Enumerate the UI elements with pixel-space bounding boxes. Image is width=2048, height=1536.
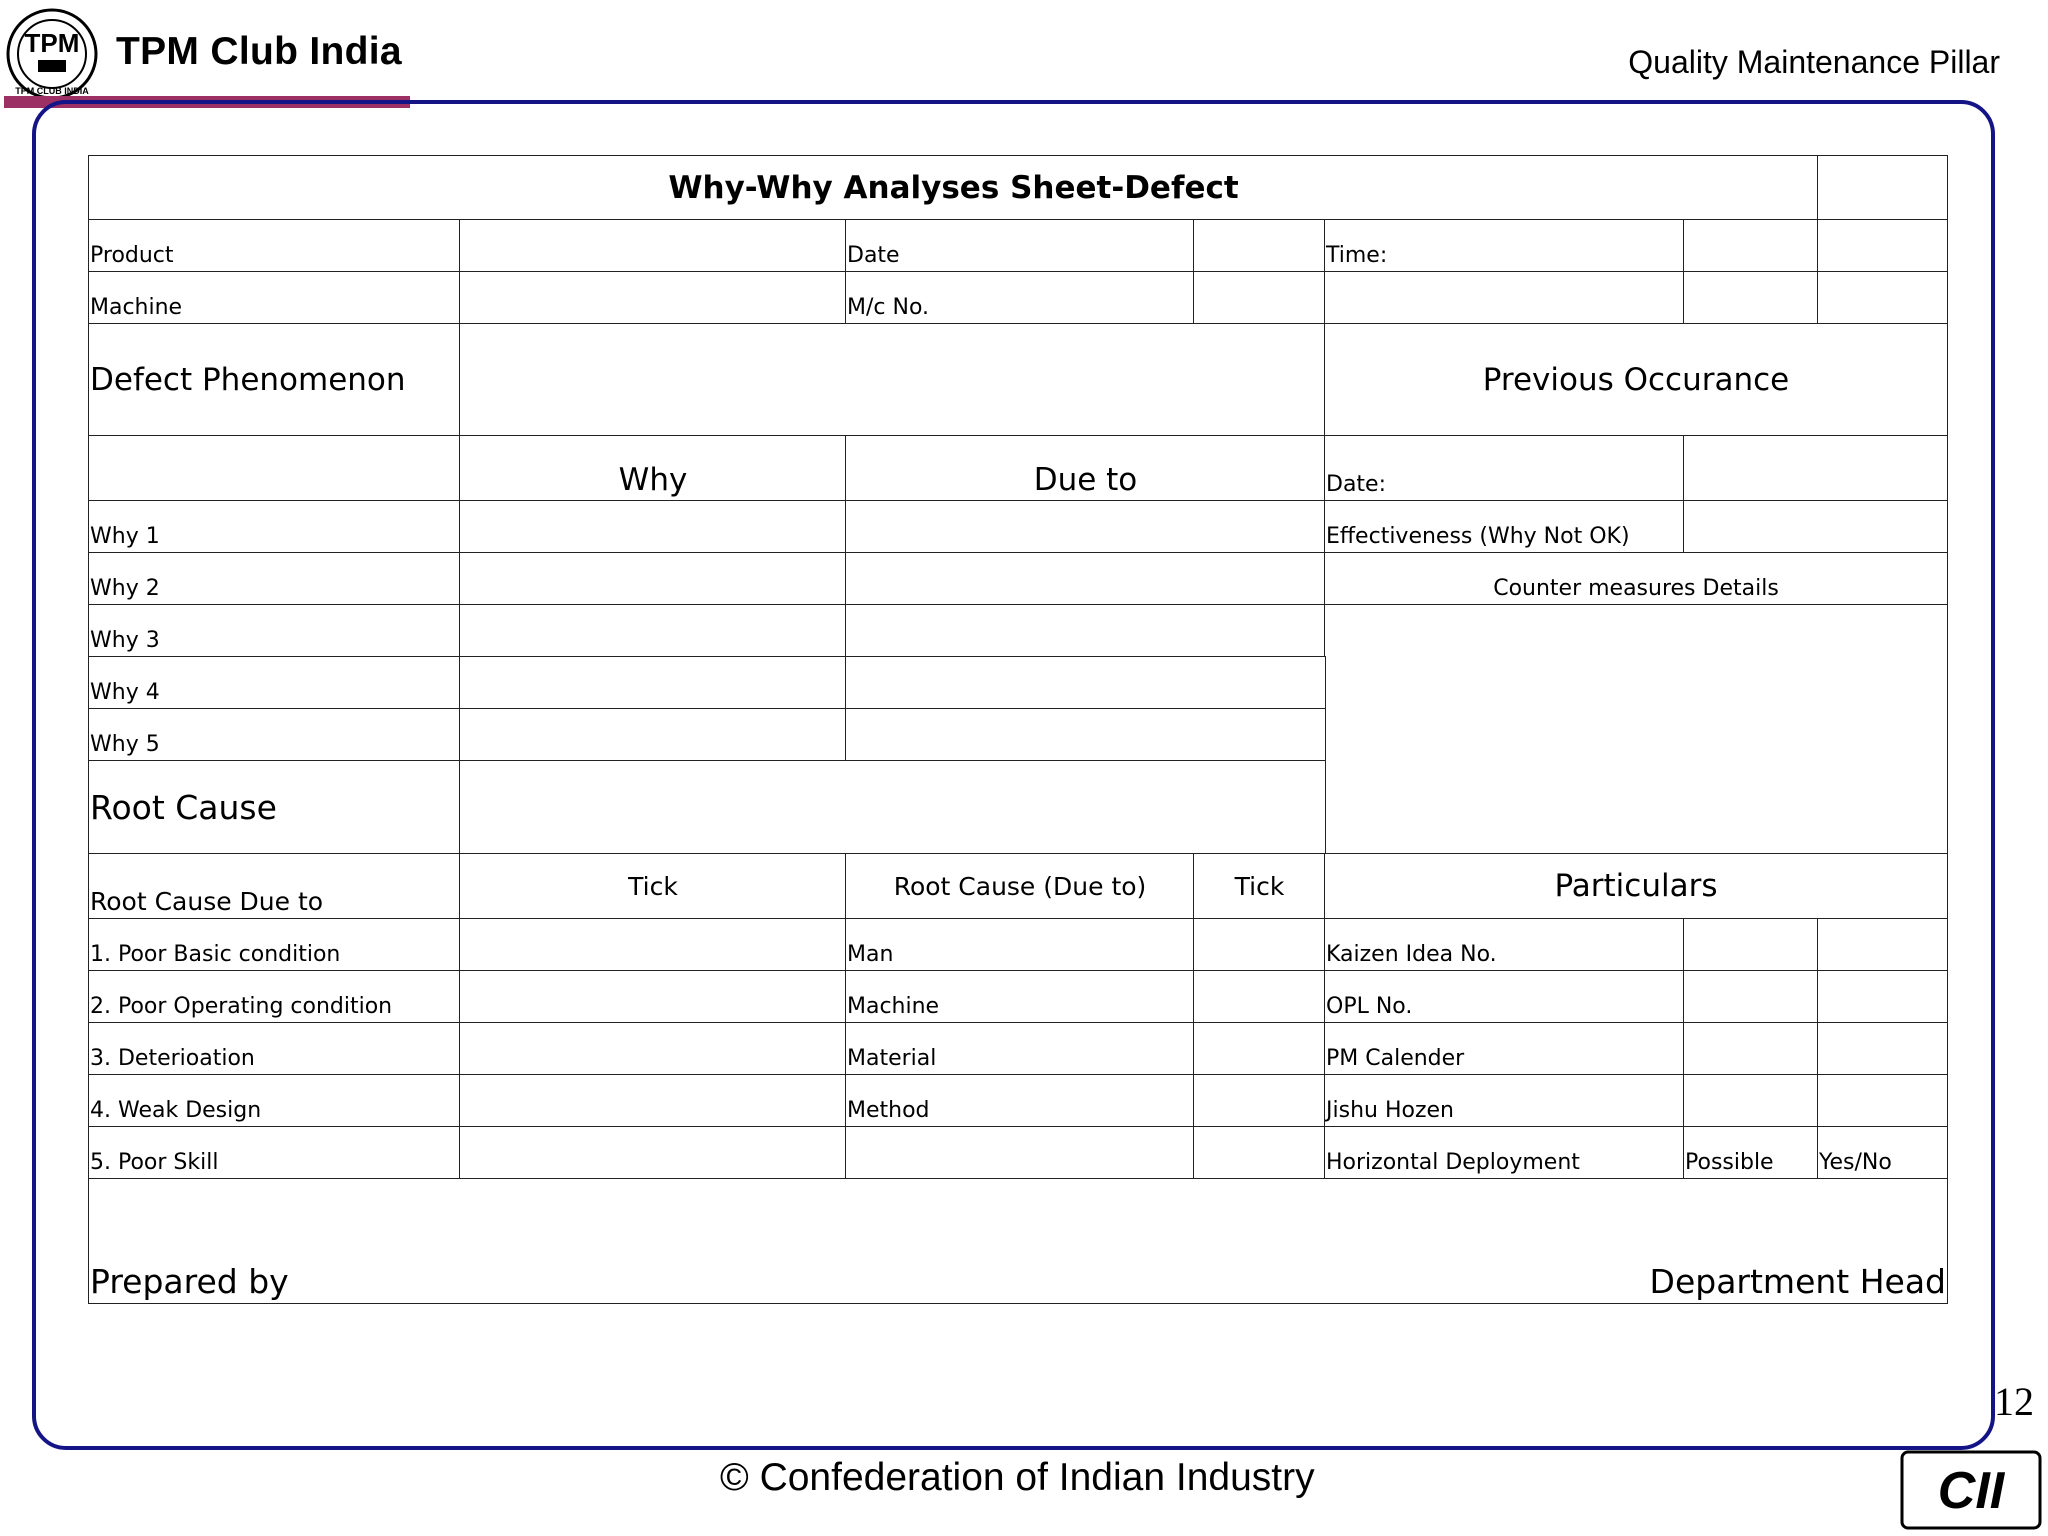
svg-text:TPM: TPM	[24, 28, 80, 58]
mc-no-field[interactable]	[1193, 271, 1326, 325]
cause-1-label: 1. Poor Basic condition	[88, 918, 461, 972]
cause-1-tick[interactable]	[459, 918, 847, 972]
factor-man-tick[interactable]	[1193, 918, 1326, 972]
cause-3-tick[interactable]	[459, 1022, 847, 1076]
root-cause-field[interactable]	[459, 760, 1326, 855]
pm-calender-field[interactable]	[1683, 1022, 1819, 1076]
why-1-field[interactable]	[459, 500, 847, 554]
tick-header-2: Tick	[1193, 853, 1326, 920]
time-label: Time:	[1324, 219, 1685, 273]
machine-extra-1[interactable]	[1324, 271, 1685, 325]
why-5-due-to-field[interactable]	[845, 708, 1326, 762]
particulars-header: Particulars	[1324, 853, 1948, 920]
why-2-field[interactable]	[459, 552, 847, 606]
time-field-extra[interactable]	[1817, 219, 1948, 273]
machine-field[interactable]	[459, 271, 847, 325]
why-4-label: Why 4	[88, 656, 461, 710]
factor-machine-tick[interactable]	[1193, 970, 1326, 1024]
defect-phenomenon-label: Defect Phenomenon	[88, 323, 461, 437]
previous-date-label: Date:	[1324, 435, 1685, 502]
jishu-hozen-extra[interactable]	[1817, 1074, 1948, 1128]
svg-text:TPM CLUB INDIA: TPM CLUB INDIA	[15, 86, 89, 96]
tpm-club-logo	[4, 8, 100, 104]
why-2-label: Why 2	[88, 552, 461, 606]
kaizen-idea-label: Kaizen Idea No.	[1324, 918, 1685, 972]
mc-no-label: M/c No.	[845, 271, 1195, 325]
date-field[interactable]	[1193, 219, 1326, 273]
cause-2-label: 2. Poor Operating condition	[88, 970, 461, 1024]
cause-4-tick[interactable]	[459, 1074, 847, 1128]
opl-no-extra[interactable]	[1817, 970, 1948, 1024]
factor-blank-tick[interactable]	[1193, 1126, 1326, 1180]
opl-no-label: OPL No.	[1324, 970, 1685, 1024]
cause-5-label: 5. Poor Skill	[88, 1126, 461, 1180]
copyright-footer: © Confederation of Indian Industry	[720, 1456, 1315, 1499]
factor-material-label: Material	[845, 1022, 1195, 1076]
why-column-header: Why	[459, 435, 847, 502]
why-3-label: Why 3	[88, 604, 461, 658]
sheet-title: Why-Why Analyses Sheet-Defect	[88, 155, 1819, 221]
why-4-due-to-field[interactable]	[845, 656, 1326, 710]
factor-blank[interactable]	[845, 1126, 1195, 1180]
opl-no-field[interactable]	[1683, 970, 1819, 1024]
counter-measures-heading: Counter measures Details	[1324, 552, 1948, 606]
due-to-column-header: Due to	[845, 435, 1326, 502]
cause-4-label: 4. Weak Design	[88, 1074, 461, 1128]
root-cause-due-to-label: Root Cause Due to	[88, 853, 461, 920]
yes-no-label: Yes/No	[1817, 1126, 1948, 1180]
time-field[interactable]	[1683, 219, 1819, 273]
why-1-label: Why 1	[88, 500, 461, 554]
factor-machine-label: Machine	[845, 970, 1195, 1024]
tick-header-1: Tick	[459, 853, 847, 920]
why-2-due-to-field[interactable]	[845, 552, 1326, 606]
jishu-hozen-field[interactable]	[1683, 1074, 1819, 1128]
why-why-sheet	[88, 155, 1948, 1304]
defect-phenomenon-field[interactable]	[459, 323, 1326, 437]
pm-calender-extra[interactable]	[1817, 1022, 1948, 1076]
pillar-title: Quality Maintenance Pillar	[1628, 44, 2000, 80]
pm-calender-label: PM Calender	[1324, 1022, 1685, 1076]
possible-label: Possible	[1683, 1126, 1819, 1180]
page-number: 12	[1994, 1379, 2034, 1424]
date-label: Date	[845, 219, 1195, 273]
factor-man-label: Man	[845, 918, 1195, 972]
machine-label: Machine	[88, 271, 461, 325]
horizontal-deployment-label: Horizontal Deployment	[1324, 1126, 1685, 1180]
factor-material-tick[interactable]	[1193, 1022, 1326, 1076]
machine-extra-2[interactable]	[1683, 271, 1819, 325]
department-head-label: Department Head	[1649, 1262, 1946, 1301]
machine-extra-3[interactable]	[1817, 271, 1948, 325]
why-3-field[interactable]	[459, 604, 847, 658]
product-label: Product	[88, 219, 461, 273]
jishu-hozen-label: Jishu Hozen	[1324, 1074, 1685, 1128]
why-5-label: Why 5	[88, 708, 461, 762]
why-header-blank	[88, 435, 461, 502]
kaizen-idea-extra[interactable]	[1817, 918, 1948, 972]
cause-3-label: 3. Deterioation	[88, 1022, 461, 1076]
root-cause-due-to-header: Root Cause (Due to)	[845, 853, 1195, 920]
counter-measures-field[interactable]	[1324, 604, 1948, 855]
signature-row	[88, 1178, 1948, 1304]
previous-occurance-heading: Previous Occurance	[1324, 323, 1948, 437]
why-1-due-to-field[interactable]	[845, 500, 1326, 554]
root-cause-label: Root Cause	[88, 760, 461, 855]
kaizen-idea-field[interactable]	[1683, 918, 1819, 972]
cause-5-tick[interactable]	[459, 1126, 847, 1180]
factor-method-label: Method	[845, 1074, 1195, 1128]
factor-method-tick[interactable]	[1193, 1074, 1326, 1128]
effectiveness-field[interactable]	[1683, 500, 1948, 554]
cause-2-tick[interactable]	[459, 970, 847, 1024]
previous-date-field[interactable]	[1683, 435, 1948, 502]
product-field[interactable]	[459, 219, 847, 273]
cii-logo	[1900, 1450, 2042, 1530]
svg-text:CII: CII	[1937, 1462, 2005, 1520]
brand-title: TPM Club India	[116, 30, 402, 73]
why-5-field[interactable]	[459, 708, 847, 762]
effectiveness-label: Effectiveness (Why Not OK)	[1324, 500, 1685, 554]
title-side-cell[interactable]	[1817, 155, 1948, 221]
why-4-field[interactable]	[459, 656, 847, 710]
why-3-due-to-field[interactable]	[845, 604, 1326, 658]
prepared-by-label: Prepared by	[90, 1262, 289, 1301]
